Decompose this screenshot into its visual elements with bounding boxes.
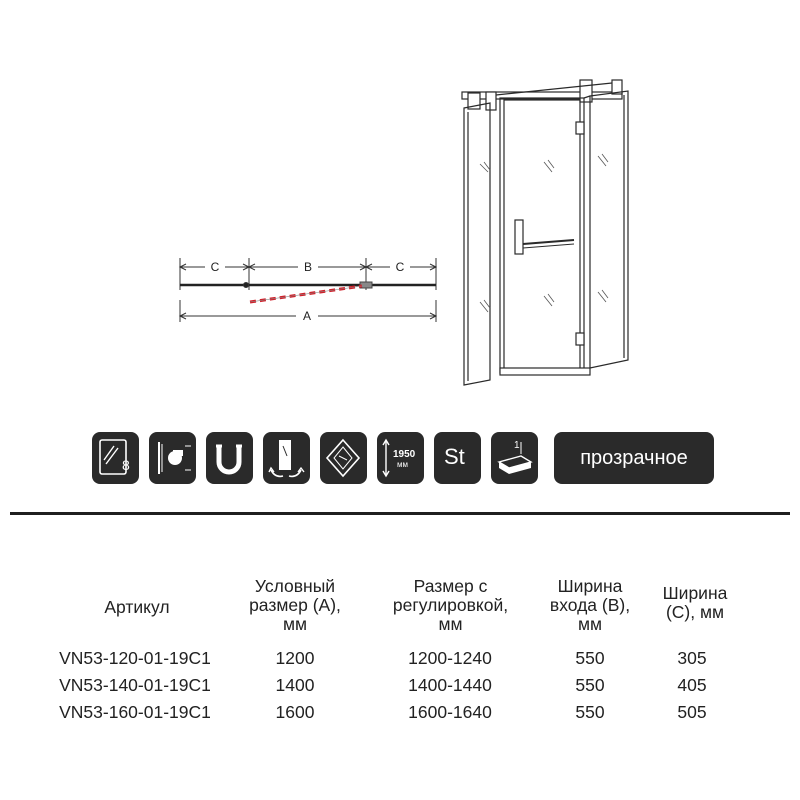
header-width-b: [535, 577, 645, 634]
row2-adjust: 1400-1440: [408, 675, 492, 695]
row1-width-c: 305: [677, 648, 707, 668]
steel-material-icon: [434, 432, 481, 484]
row3-width-c: 505: [677, 702, 707, 722]
tray-value: 1: [514, 440, 520, 451]
row3-width-b: 550: [575, 702, 605, 722]
header-size-a-line1: Условный: [254, 576, 336, 596]
header-width-b-line2: входа (В),: [549, 595, 631, 615]
header-width-b-line1: Ширина: [557, 576, 623, 596]
height-value: 1950: [393, 449, 416, 460]
glass-thickness-value: 8: [122, 457, 130, 473]
section-divider: [10, 512, 790, 515]
row1-size-a: 1200: [275, 648, 315, 668]
header-article: Артикул: [104, 597, 170, 617]
row1-adjust: 1200-1240: [408, 648, 492, 668]
feature-icons-row: [92, 432, 722, 484]
row1-article: VN53-120-01-19C1: [59, 648, 211, 668]
header-size-a-line3: мм: [282, 614, 308, 634]
row2-size-a: 1400: [275, 675, 315, 695]
header-adjust-line2: регулировкой,: [392, 595, 509, 615]
header-adjust-line1: Размер с: [413, 576, 488, 596]
row3-article: VN53-160-01-19C1: [59, 702, 211, 722]
tray-icon: [491, 432, 538, 484]
height-icon: [377, 432, 424, 484]
door-opening-direction-icon: [263, 432, 310, 484]
row3-size-a: 1600: [275, 702, 315, 722]
steel-label: St: [444, 444, 465, 469]
glass-type-badge: прозрачное: [554, 432, 714, 484]
header-size-a-line2: размер (А),: [249, 595, 341, 615]
dim-a-label: A: [302, 309, 312, 323]
height-unit: мм: [397, 460, 408, 469]
header-adjust: [368, 577, 533, 634]
easy-clean-coating-icon: [320, 432, 367, 484]
row1-width-b: 550: [575, 648, 605, 668]
dim-c-left-label: C: [210, 260, 220, 274]
dim-c-right-label: C: [395, 260, 405, 274]
row2-width-c: 405: [677, 675, 707, 695]
wall-mount-icon: [149, 432, 196, 484]
row2-width-b: 550: [575, 675, 605, 695]
row3-adjust: 1600-1640: [408, 702, 492, 722]
header-width-c-line2: (С), мм: [665, 602, 725, 622]
header-width-c-line1: Ширина: [662, 583, 728, 603]
header-width-b-line3: мм: [577, 614, 603, 634]
dim-b-label: B: [303, 260, 313, 274]
glass-thickness-icon: [92, 432, 139, 484]
row2-article: VN53-140-01-19C1: [59, 675, 211, 695]
header-width-c: [640, 584, 750, 622]
magnet-seal-icon: [206, 432, 253, 484]
header-size-a: [230, 577, 360, 634]
header-adjust-line3: мм: [438, 614, 463, 634]
front-view: [462, 80, 628, 385]
